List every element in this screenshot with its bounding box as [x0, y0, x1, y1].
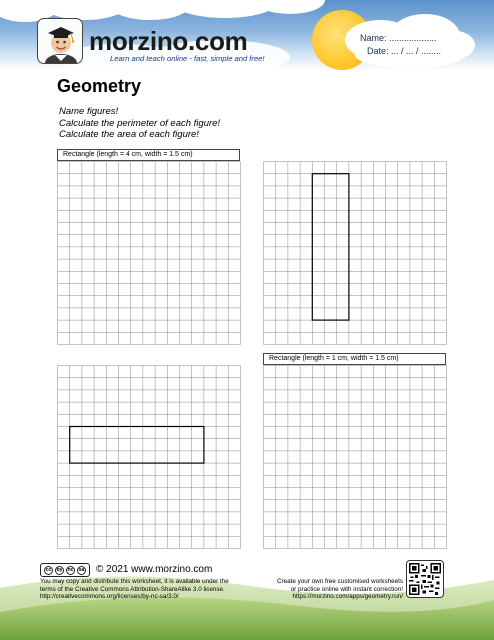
date-field[interactable]: Date: ... / ... / ........ — [367, 46, 442, 56]
license-link[interactable]: http://creativecommons.org/licenses/by-nc-sa/3.0/ — [40, 593, 179, 601]
rectangle-figure — [70, 427, 204, 464]
by-icon: by — [56, 566, 63, 573]
promo-text — [203, 578, 403, 601]
grid-label: Rectangle (length = 4 cm, width = 1.5 cm) — [57, 149, 240, 161]
grid-2 — [263, 161, 447, 345]
name-field[interactable]: Name: ................... — [360, 33, 437, 43]
copyright: © 2021 www.morzino.com — [96, 564, 213, 575]
brand-tagline: Learn and teach online - fast, simple and free! — [110, 54, 265, 63]
cc-icon: cc — [45, 566, 52, 573]
worksheet-title: Geometry — [57, 76, 142, 96]
instruction-line: Name figures! — [59, 106, 119, 117]
license-line: terms of the Creative Commons Attribution-ShareAlike 3.0 license. — [40, 585, 225, 593]
header-banner — [0, 0, 494, 70]
grid-paper — [57, 365, 241, 549]
grid-3 — [57, 365, 241, 549]
grid-1 — [57, 161, 241, 345]
sa-icon: sa — [78, 566, 85, 573]
qr-code[interactable] — [406, 560, 444, 598]
promo-line: or practice online with instant correction! — [290, 585, 403, 593]
creative-commons-badge — [40, 563, 90, 577]
instruction-line: Calculate the area of each figure! — [59, 129, 199, 140]
grid-4 — [263, 365, 447, 549]
instructions — [59, 106, 220, 141]
grid-paper — [57, 161, 241, 345]
grid-label: Rectangle (length = 1 cm, width = 1.5 cm) — [263, 353, 446, 365]
qr-code-icon — [409, 563, 441, 595]
license-line: You may copy and distribute this worksheet, it is available under the — [40, 578, 229, 585]
mascot-logo — [37, 18, 83, 64]
promo-link[interactable]: https://morzino.com/apps/geometry.run/ — [292, 593, 403, 601]
grid-paper — [263, 161, 447, 345]
nc-icon: nc — [67, 566, 74, 573]
graduate-mascot-icon — [38, 19, 83, 64]
instruction-line: Calculate the perimeter of each figure! — [59, 117, 221, 129]
promo-line: Create your own free customised worksheets — [277, 578, 403, 585]
brand-name: morzino.com — [89, 26, 248, 56]
grid-paper — [263, 365, 447, 549]
